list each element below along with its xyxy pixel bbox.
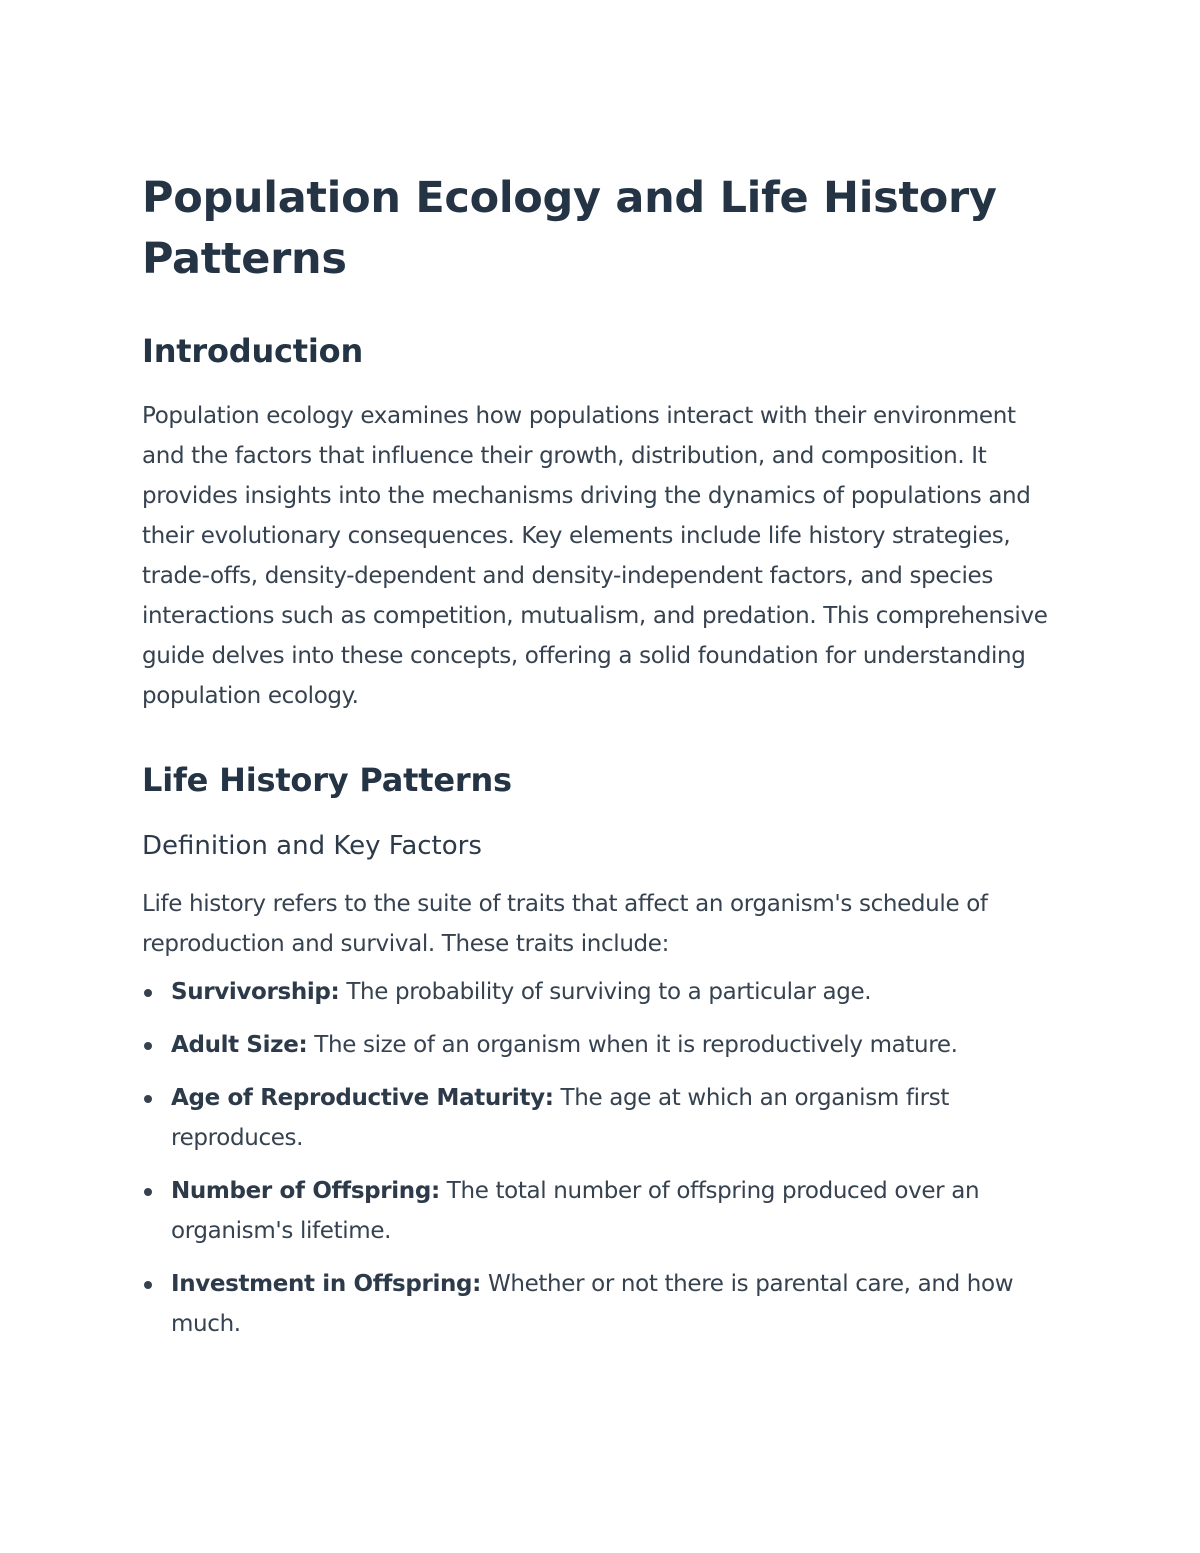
bullet-icon [144, 1095, 152, 1103]
life-history-paragraph: Life history refers to the suite of traits that affect an organism's schedule of reproduction and survival. These traits include: [142, 891, 988, 957]
list-item [142, 1025, 1050, 1065]
life-history-traits-list [142, 972, 1050, 1344]
bullet-icon [144, 1281, 152, 1289]
trait-description: The total number of offspring produced over an organism's lifetime. [171, 1178, 980, 1244]
bullet-icon [144, 1042, 152, 1050]
definition-subheading: Definition and Key Factors [142, 831, 482, 861]
trait-term: Number of Offspring: [171, 1178, 440, 1204]
trait-description: The age at which an organism first reproduces. [171, 1085, 950, 1151]
bullet-icon [144, 989, 152, 997]
trait-term: Adult Size: [171, 1032, 308, 1058]
list-item [142, 972, 1050, 1012]
trait-term: Investment in Offspring: [171, 1271, 481, 1297]
document-title: Population Ecology and Life History Patterns [142, 173, 997, 284]
introduction-heading: Introduction [142, 332, 364, 370]
bullet-icon [144, 1188, 152, 1196]
life-history-heading: Life History Patterns [142, 761, 512, 799]
trait-term: Age of Reproductive Maturity: [171, 1085, 554, 1111]
trait-description: The probability of surviving to a particular age. [339, 979, 872, 1005]
trait-description: Whether or not there is parental care, and how much. [171, 1271, 1014, 1337]
trait-term: Survivorship: [171, 979, 340, 1005]
list-item [142, 1078, 1050, 1158]
introduction-paragraph: Population ecology examines how populations interact with their environment and the factors that influence their growth, distribution, and composition. It provides insights into the mechanisms driving the dynamics of populations and their evolutionary consequences. Key elements include life history strategies, trade-offs, density-dependent and density-independent factors, and species interactions such as competition, mutualism, and predation. This comprehensive guide delves into these concepts, offering a solid foundation for understanding population ecology. [142, 403, 1048, 709]
list-item [142, 1171, 1050, 1251]
trait-description: The size of an organism when it is reproductively mature. [307, 1032, 958, 1058]
list-item [142, 1264, 1050, 1344]
